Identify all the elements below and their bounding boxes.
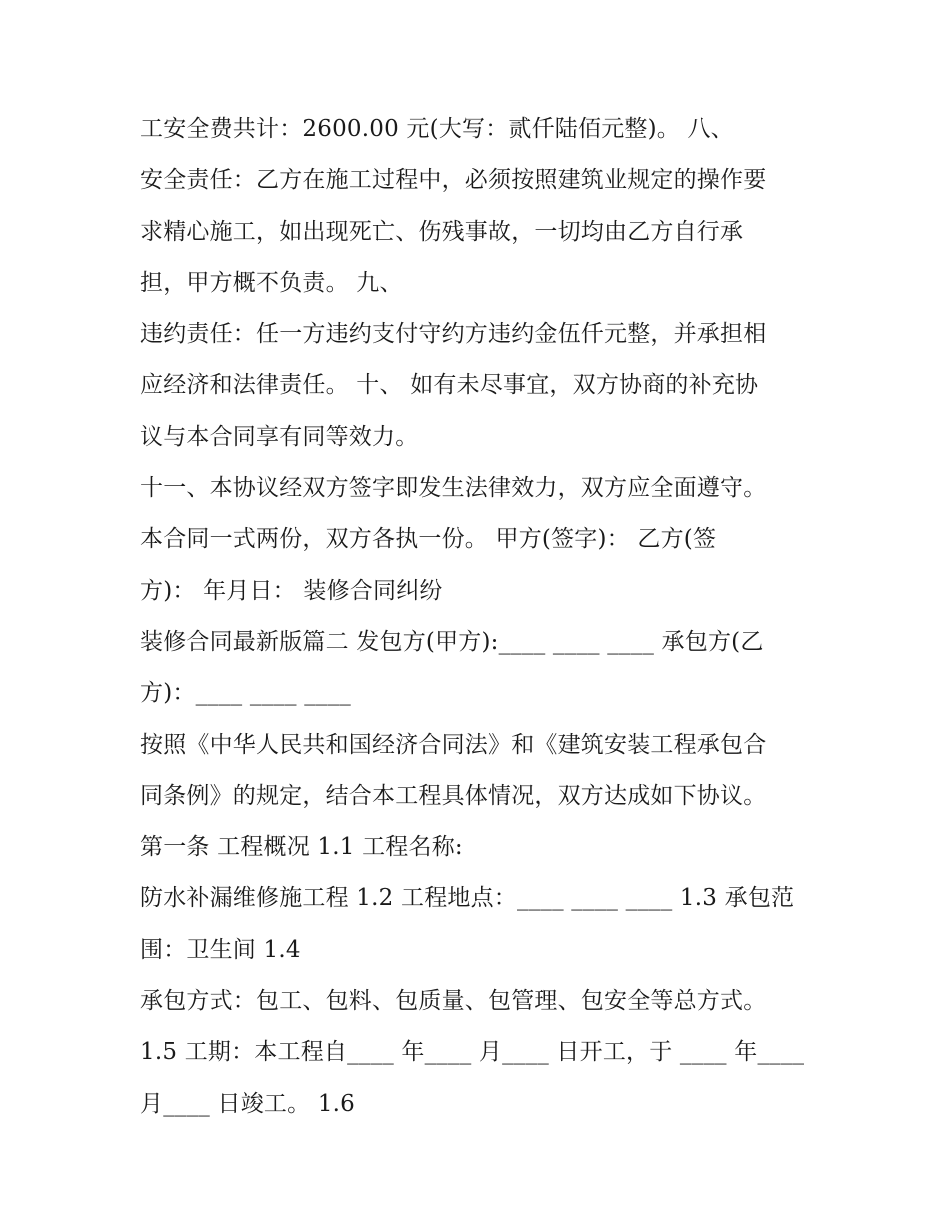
document-body — [140, 104, 830, 1130]
text-line: 方)：____ ____ ____ — [140, 680, 351, 707]
text-line: 同条例》的规定，结合本工程具体情况，双方达成如下协议。 — [140, 782, 767, 809]
text-line: 违约责任：任一方违约支付守约方违约金伍仟元整，并承担相 — [140, 321, 767, 348]
text-line: 第一条 工程概况 1.1 工程名称: — [140, 834, 463, 861]
text-line: 担，甲方概不负责。 九、 — [140, 269, 403, 296]
text-line: 工安全费共计：2600.00 元(大写：贰仟陆佰元整)。 八、 — [140, 116, 734, 142]
text-line: 本合同一式两份，双方各执一份。 甲方(签字)： 乙方(签 — [140, 526, 717, 553]
text-line: 承包方式：包工、包料、包质量、包管理、包安全等总方式。 — [140, 988, 767, 1015]
text-line: 按照《中华人民共和国经济合同法》和《建筑安装工程承包合 — [140, 731, 767, 758]
text-line: 十一、本协议经双方签字即发生法律效力，双方应全面遵守。 — [140, 475, 767, 502]
text-line: 安全责任：乙方在施工过程中，必须按照建筑业规定的操作要 — [140, 167, 767, 194]
text-line: 1.5 工期：本工程自____ 年____ 月____ 日开工，于 ____ 年____ — [140, 1039, 805, 1066]
text-line: 应经济和法律责任。 十、 如有未尽事宜，双方协商的补充协 — [140, 372, 759, 399]
text-line: 议与本合同享有同等效力。 — [140, 423, 419, 450]
text-line: 月____ 日竣工。 1.6 — [140, 1090, 355, 1117]
text-line: 方)： 年月日： 装修合同纠纷 — [140, 577, 443, 604]
text-line: 装修合同最新版篇二 发包方(甲方):____ ____ ____ 承包方(乙 — [140, 628, 764, 655]
text-line: 围：卫生间 1.4 — [140, 936, 301, 963]
text-line: 求精心施工，如出现死亡、伤残事故，一切均由乙方自行承 — [140, 218, 744, 245]
text-line: 防水补漏维修施工程 1.2 工程地点：____ ____ ____ 1.3 承包范 — [140, 885, 795, 912]
